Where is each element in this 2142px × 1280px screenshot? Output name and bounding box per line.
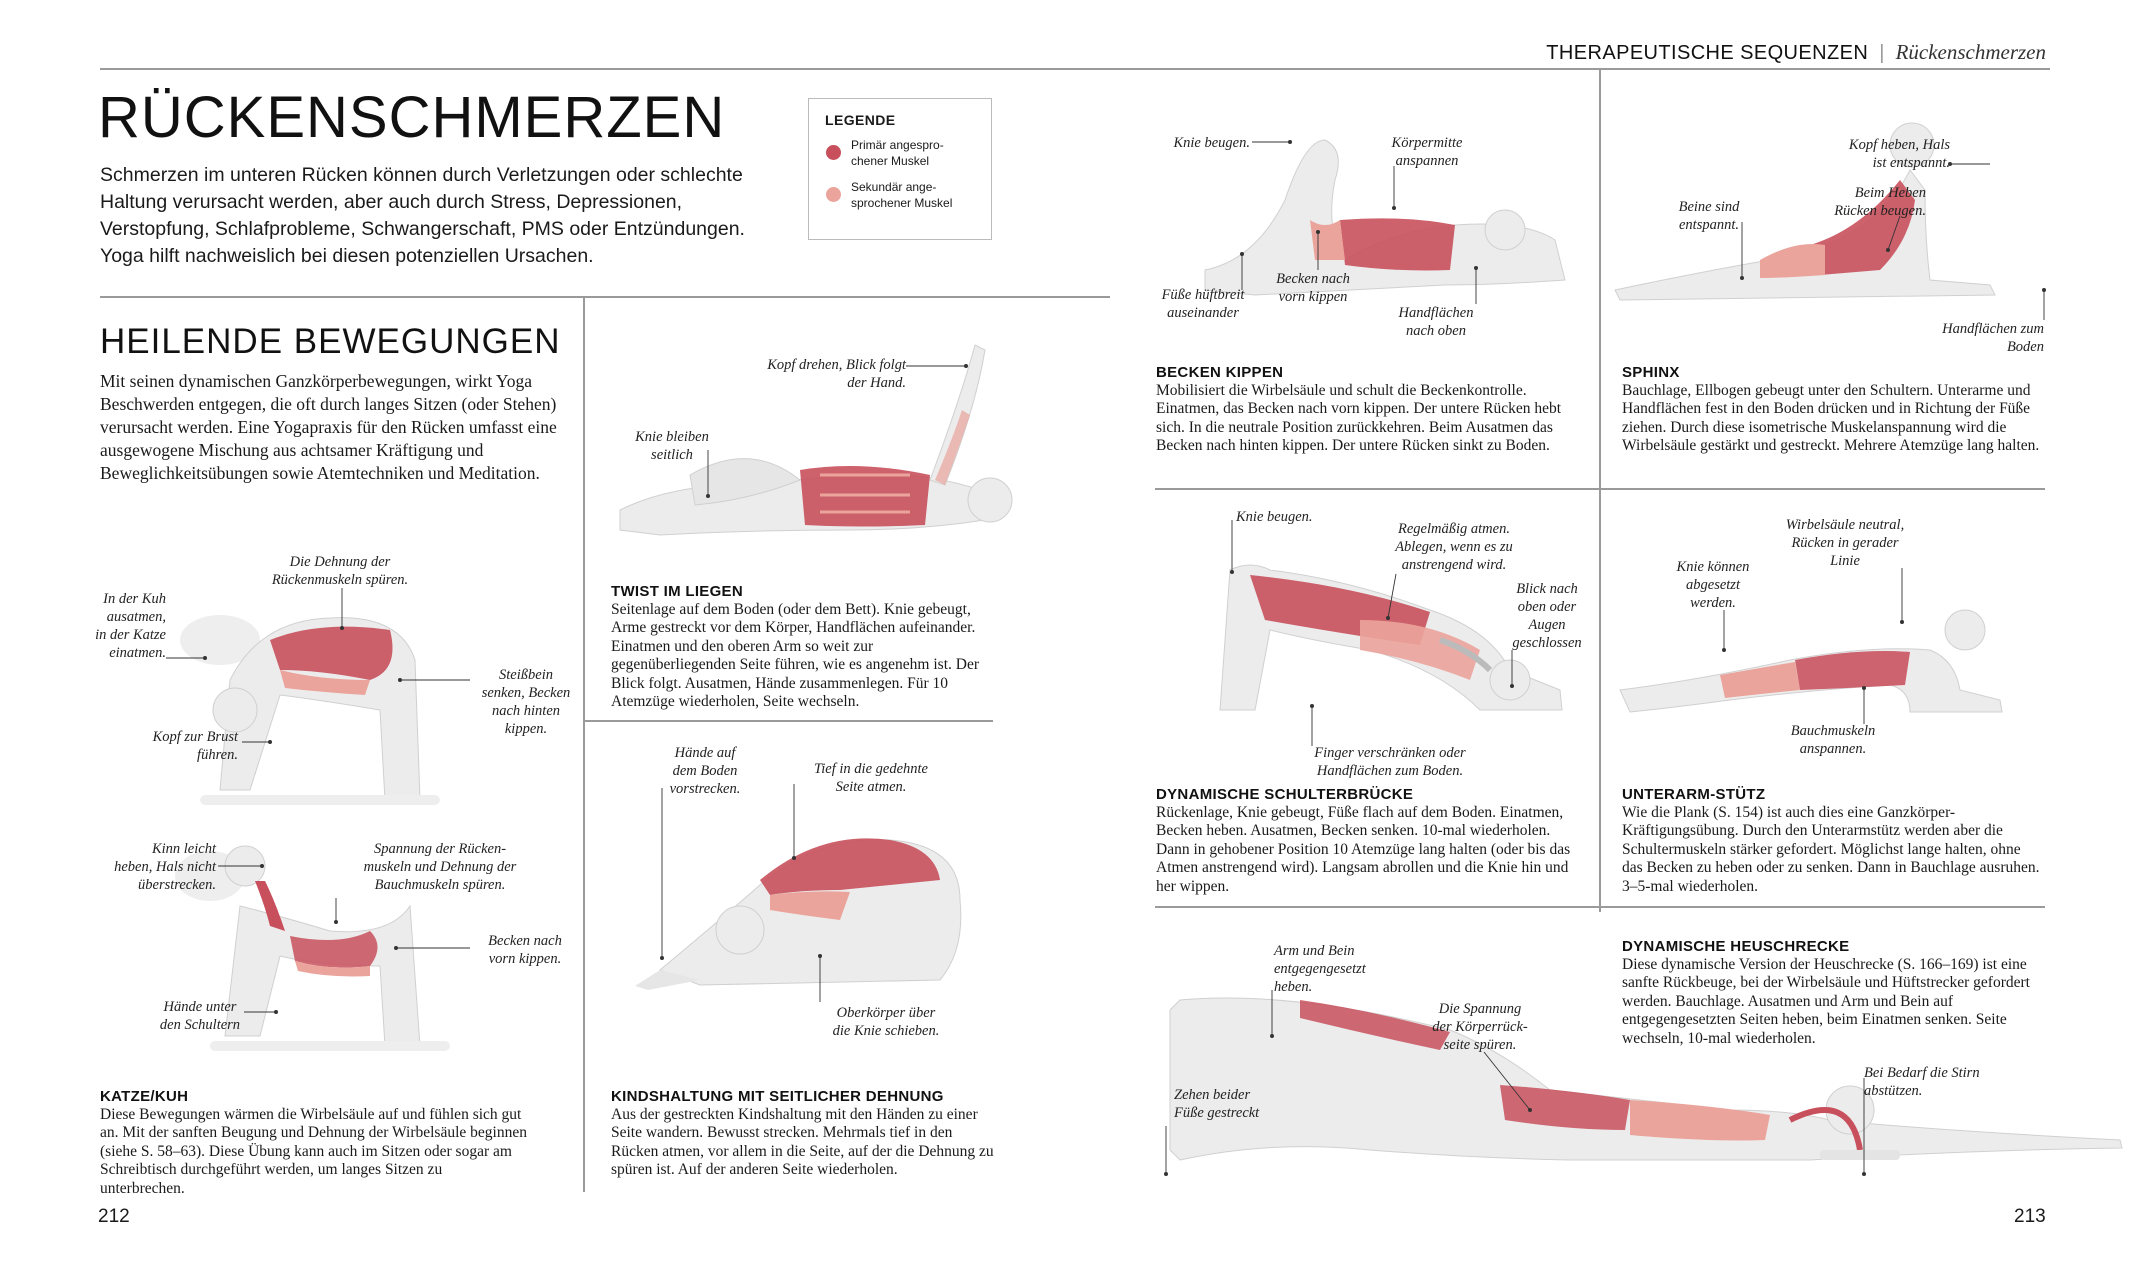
locust-annotation-toes: Zehen beider Füße gestreckt <box>1174 1087 1260 1121</box>
sphinx-annotation-back: Beim Heben Rücken beugen. <box>1834 185 1926 219</box>
bridge-annotation-fingers: Finger verschränken oder Handflächen zum Boden. <box>1314 745 1466 779</box>
exercise-text-sphinx: Bauchlage, Ellbogen gebeugt unter den Schultern. Unterarme und Handflächen fest in den Boden drücken und in Richtung der Füße ziehen. Durch diese isometrische Muskelanspannung wird die Wirbelsäule gestärkt und gestreckt. Mehrere Atemzüge lang halten. <box>1622 382 2040 455</box>
legend-primary-label: Primär angespro- chener Muskel <box>851 138 944 168</box>
exercise-text-katze: Diese Bewegungen wärmen die Wirbelsäule auf und fühlen sich gut an. Mit der sanften Beugung und Dehnung der Wirbelsäule beginnen (siehe S. 58–63). Diese Übung kann auch im Sitzen oder sogar am Schreibtisch durchgeführt werden, um langes Sitzen zu unterbrechen. <box>100 1106 527 1197</box>
child-annotation-breath: Tief in die gedehnte Seite atmen. <box>814 761 928 795</box>
pelvic-annotation-palms: Handflächen nach oben <box>1398 305 1474 339</box>
exercise-title-katze: KATZE/KUH <box>100 1088 189 1105</box>
twist-annotation-knees: Knie bleiben seitlich <box>635 429 709 463</box>
exercise-title-unterarm: UNTERARM-STÜTZ <box>1622 786 1766 803</box>
plank-annotation-spine: Wirbelsäule neutral, Rücken in gerader Linie <box>1785 517 1905 569</box>
plank-annotation-knees: Knie können abgesetzt werden. <box>1676 559 1750 611</box>
locust-annotation-forehead: Bei Bedarf die Stirn abstützen. <box>1864 1065 1980 1099</box>
bridge-annotation-knees: Knie beugen. <box>1236 509 1313 525</box>
page-number-left: 212 <box>98 1206 130 1227</box>
exercise-text-kind: Aus der gestreckten Kindshaltung mit den Händen zu einer Seite wandern. Bewusst strecken. Mehrmals tief in den Rücken atmen, vor allem in die Seite, auf der die Dehnung zu spüren ist. Auf der anderen Seite wiederholen. <box>611 1106 994 1179</box>
exercise-title-becken: BECKEN KIPPEN <box>1156 364 1284 381</box>
twist-annotation-head: Kopf drehen, Blick folgt der Hand. <box>767 357 906 391</box>
pelvic-annotation-tilt: Becken nach vorn kippen <box>1276 271 1350 305</box>
section-heading: HEILENDE BEWEGUNGEN <box>100 322 561 361</box>
bridge-annotation-gaze: Blick nach oben oder Augen geschlossen <box>1512 581 1582 651</box>
cow-annotation-chin: Kinn leicht heben, Hals nicht überstrecken. <box>114 841 216 893</box>
exercise-text-twist: Seitenlage auf dem Boden (oder dem Bett). Knie gebeugt, Arme gestreckt vor dem Körper, Handflächen aufeinander. Einatmen und den oberen Arm so weit zur gegenüberliegenden Seite führen, wie es angenehm ist. Der Blick folgt. Ausatmen, Hände zusammenlegen. Für 10 Atemzüge wiederholen, Seite wechseln. <box>611 601 979 711</box>
exercise-title-twist: TWIST IM LIEGEN <box>611 583 743 600</box>
pelvic-annotation-feet: Füße hüftbreit auseinander <box>1161 287 1245 321</box>
cow-annotation-pelvis: Becken nach vorn kippen. <box>488 933 562 967</box>
locust-annotation-lift: Arm und Bein entgegengesetzt heben. <box>1274 943 1366 995</box>
page-title: RÜCKENSCHMERZEN <box>98 85 726 150</box>
intro-text: Schmerzen im unteren Rücken können durch Verletzungen oder schlechte Haltung verursacht werden, aber auch durch Stress, Depressionen, Verstopfung, Schlafprobleme, Schwangerschaft, PMS oder Entzündungen. Yoga hilft nachweislich bei diesen potenziellen Ursachen. <box>100 164 745 267</box>
cow-annotation-tension: Spannung der Rücken- muskeln und Dehnung der Bauchmuskeln spüren. <box>363 841 517 893</box>
pelvic-annotation-knees: Knie beugen. <box>1173 135 1250 151</box>
header-separator: | <box>1879 42 1885 64</box>
exercise-text-bruecke: Rückenlage, Knie gebeugt, Füße flach auf dem Boden. Einatmen, Becken heben. Ausatmen, Becken senken. 10-mal wiederholen. Dann in gehobener Position 10 Atemzüge lang halten (oder bis das Atmen anstrengend wird). Langsam abrollen und die Knie hin und her wippen. <box>1156 804 1571 895</box>
legend-secondary-label: Sekundär ange- sprochener Muskel <box>851 180 953 210</box>
exercise-title-bruecke: DYNAMISCHE SCHULTERBRÜCKE <box>1156 786 1414 803</box>
child-annotation-torso: Oberkörper über die Knie schieben. <box>832 1005 940 1039</box>
exercise-title-sphinx: SPHINX <box>1622 364 1680 381</box>
cat-annotation-stretch: Die Dehnung der Rückenmuskeln spüren. <box>271 554 409 588</box>
pelvic-annotation-core: Körpermitte anspannen <box>1391 135 1463 169</box>
exercise-text-unterarm: Wie die Plank (S. 154) ist auch dies eine Ganzkörper-Kräftigungsübung. Durch den Unterarmstütz werden aber die Schultermuskeln stärker gefordert. Möglichst lange halten, ohne das Becken zu heben oder zu senken. Dann in Bauchlage ausruhen. 3–5-mal wiederholen. <box>1622 804 2040 895</box>
locust-annotation-tension: Die Spannung der Körperrück- seite spüren. <box>1432 1001 1528 1053</box>
bridge-annotation-breath: Regelmäßig atmen. Ablegen, wenn es zu anstrengend wird. <box>1395 521 1513 573</box>
legend-title: LEGENDE <box>825 112 896 128</box>
sphinx-annotation-head: Kopf heben, Hals ist entspannt. <box>1848 137 1950 171</box>
header-section: THERAPEUTISCHE SEQUENZEN <box>1546 42 1869 64</box>
child-annotation-hands: Hände auf dem Boden vorstrecken. <box>669 745 741 797</box>
exercise-text-becken: Mobilisiert die Wirbelsäule und schult die Beckenkontrolle. Einatmen, das Becken nach vorn kippen. Der untere Rücken hebt sich. In die neutrale Position zurückkehren. Beim Ausatmen das Becken nach hinten kippen. Der untere Rücken sinkt zu Boden. <box>1156 382 1562 455</box>
cat-annotation-breath: In der Kuh ausatmen, in der Katze einatmen. <box>95 591 166 661</box>
exercise-text-heuschrecke: Diese dynamische Version der Heuschrecke (S. 166–169) ist eine sanfte Rückbeuge, bei der Wirbelsäule und Hüftstrecker gefordert werden. Bauchlage. Ausatmen und Arm und Bein auf entgegengesetzten Seiten heben, beim Einatmen senken. Seite wechseln, 10-mal wiederholen. <box>1622 956 2030 1047</box>
section-intro: Mit seinen dynamischen Ganzkörperbewegungen, wirkt Yoga Beschwerden entgegen, die oft durch langes Sitzen (oder Stehen) verursacht werden. Eine Yogapraxis für den Rücken umfasst eine ausgewogene Mischung aus achtsamer Kräftigung und Beweglichkeitsübungen sowie Atemtechniken und Meditation. <box>100 371 557 483</box>
sphinx-annotation-palms: Handflächen zum Boden <box>1942 321 2044 355</box>
plank-annotation-core: Bauchmuskeln anspannen. <box>1790 723 1876 757</box>
cat-annotation-tailbone: Steißbein senken, Becken nach hinten kippen. <box>481 667 571 737</box>
cow-annotation-hands: Hände unter den Schultern <box>159 999 241 1033</box>
exercise-title-heuschrecke: DYNAMISCHE HEUSCHRECKE <box>1622 938 1850 955</box>
exercise-title-kind: KINDSHALTUNG MIT SEITLICHER DEHNUNG <box>611 1088 944 1105</box>
cat-annotation-head: Kopf zur Brust führen. <box>152 729 238 763</box>
header-subsection: Rückenschmerzen <box>1895 40 2046 64</box>
page-number-right: 213 <box>2014 1206 2046 1227</box>
sphinx-annotation-legs: Beine sind entspannt. <box>1678 199 1740 233</box>
